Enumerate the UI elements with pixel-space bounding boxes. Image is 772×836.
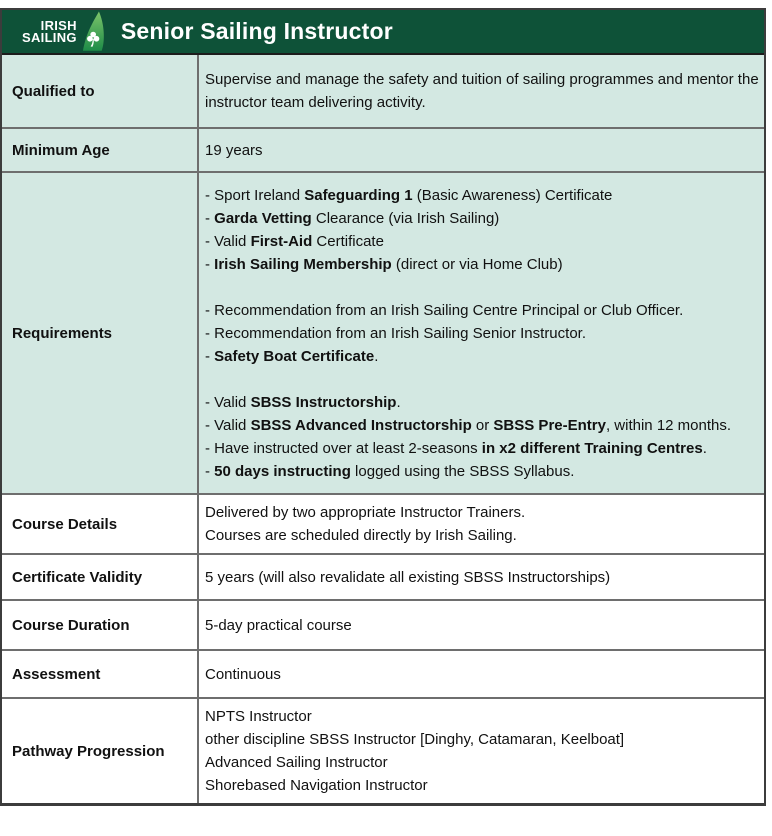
qualification-document bbox=[0, 8, 766, 806]
row-value bbox=[199, 651, 764, 697]
irish-sailing-logo bbox=[22, 9, 107, 54]
text-line: Shorebased Navigation Instructor bbox=[205, 777, 428, 794]
row-value bbox=[199, 173, 764, 493]
text-line: - Valid First-Aid Certificate bbox=[205, 232, 384, 250]
text-line: 5-day practical course bbox=[205, 616, 352, 634]
text-line: - Recommendation from an Irish Sailing Senior Instructor. bbox=[205, 324, 586, 342]
text-line bbox=[205, 368, 760, 391]
text-line: - Recommendation from an Irish Sailing Centre Principal or Club Officer. bbox=[205, 301, 684, 319]
text-line: Delivered by two appropriate Instructor Trainers. bbox=[205, 504, 526, 521]
text-line: Courses are scheduled directly by Irish Sailing. bbox=[205, 527, 517, 544]
text-line: - Have instructed over at least 2-seasons in x2 different Training Centres. bbox=[205, 439, 707, 457]
table-row-requirements bbox=[2, 171, 764, 493]
text-line: Supervise and manage the safety and tuition of sailing programmes and mentor the instructor team delivering activity. bbox=[205, 71, 759, 111]
row-value bbox=[199, 699, 764, 803]
row-value bbox=[199, 55, 764, 127]
row-label: Course Details bbox=[2, 495, 199, 553]
row-label: Certificate Validity bbox=[2, 555, 199, 599]
text-line: - Sport Ireland Safeguarding 1 (Basic Awareness) Certificate bbox=[205, 186, 613, 204]
table-row-certificate-validity bbox=[2, 553, 764, 599]
page-title: Senior Sailing Instructor bbox=[120, 18, 393, 44]
table-row-course-details bbox=[2, 493, 764, 553]
row-value bbox=[199, 129, 764, 171]
row-label: Course Duration bbox=[2, 601, 199, 649]
text-line: Advanced Sailing Instructor bbox=[205, 754, 388, 771]
text-line: - Garda Vetting Clearance (via Irish Sailing) bbox=[205, 209, 500, 227]
text-line: 5 years (will also revalidate all existing SBSS Instructorships) bbox=[205, 568, 611, 586]
table-row-qualified-to bbox=[2, 55, 764, 127]
text-line bbox=[205, 276, 760, 299]
logo-wordmark bbox=[22, 17, 77, 45]
text-line: - Valid SBSS Advanced Instructorship or SBSS Pre-Entry, within 12 months. bbox=[205, 416, 732, 434]
row-value bbox=[199, 555, 764, 599]
sail-shamrock-icon bbox=[79, 11, 107, 53]
text-line: - Safety Boat Certificate. bbox=[205, 347, 379, 365]
table-row-course-duration bbox=[2, 599, 764, 649]
text-line: - Irish Sailing Membership (direct or via Home Club) bbox=[205, 255, 563, 273]
row-value bbox=[199, 601, 764, 649]
text-line: - 50 days instructing logged using the SBSS Syllabus. bbox=[205, 462, 575, 480]
row-label: Qualified to bbox=[2, 55, 199, 127]
text-line: NPTS Instructor bbox=[205, 708, 312, 725]
text-line: other discipline SBSS Instructor [Dinghy, Catamaran, Keelboat] bbox=[205, 731, 625, 748]
logo-word-sailing: SAILING bbox=[22, 29, 77, 45]
text-line: 19 years bbox=[205, 141, 263, 159]
text-line: Continuous bbox=[205, 665, 281, 683]
header-bar bbox=[2, 10, 764, 55]
row-label: Requirements bbox=[2, 173, 199, 493]
table-row-minimum-age bbox=[2, 127, 764, 171]
text-line: - Valid SBSS Instructorship. bbox=[205, 393, 401, 411]
table-row-pathway-progression bbox=[2, 697, 764, 803]
row-label: Pathway Progression bbox=[2, 699, 199, 803]
table-row-assessment bbox=[2, 649, 764, 697]
row-label: Assessment bbox=[2, 651, 199, 697]
row-value bbox=[199, 495, 764, 553]
logo-word-irish: IRISH bbox=[40, 17, 77, 33]
row-label: Minimum Age bbox=[2, 129, 199, 171]
